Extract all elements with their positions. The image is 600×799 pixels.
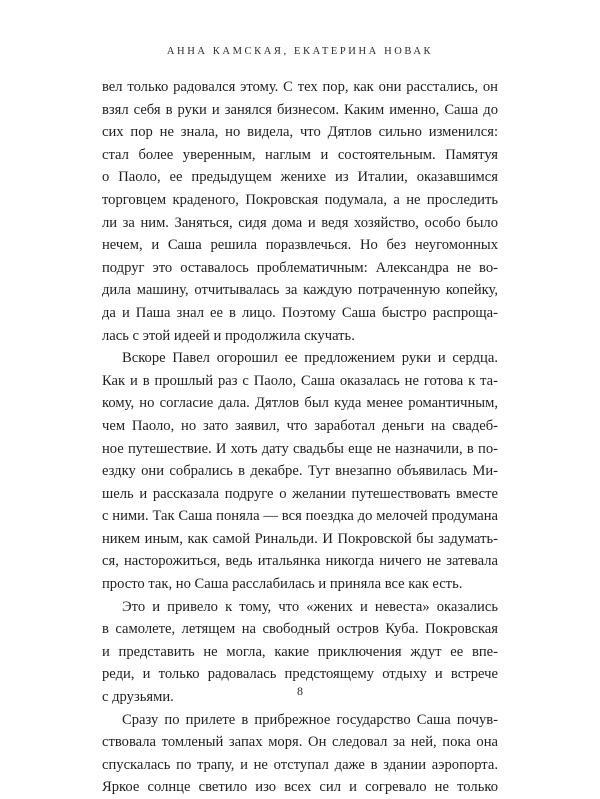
text-line: нечем, и Саша решила поразвлечься. Но без неугомонных [102, 237, 498, 254]
text-line: просто так, но Саша расслабилась и приняла все как есть. [102, 576, 463, 593]
page-number: 8 [297, 684, 303, 698]
text-line: ное путешествие. И хоть дату свадьбы еще не назначили, в по- [102, 440, 498, 457]
text-line: Как и в прошлый раз с Паоло, Саша оказалась не готова к та- [102, 372, 498, 389]
text-line: ли за ним. Заняться, сидя дома и ведя хозяйство, особо было [102, 214, 498, 231]
text-line: Это и привело к тому, что «жених и невеста» оказались [122, 598, 498, 615]
text-line: в самолете, летящем на свободный остров Куба. Покровская [102, 621, 498, 638]
text-line: сих пор не знала, но видела, что Дятлов сильно изменился: [102, 124, 498, 141]
text-line: ездку они собрались в декабре. Тут внезапно объявилась Ми- [102, 463, 498, 480]
text-line: спускалась по трапу, и не отступал даже в здании аэропорта. [102, 756, 498, 773]
text-line: реди, и только радовалась предстоящему отдыху и встрече [102, 666, 498, 683]
text-line: дила машину, отчитывалась за каждую потраченную копейку, [102, 282, 498, 299]
text-line: Вскоре Павел огорошил ее предложением руки и сердца. [122, 350, 498, 367]
text-line: и представить не могла, какие приключения ждут ее впе- [102, 643, 498, 660]
text-line: лась с этой идеей и продолжила скучать. [102, 327, 355, 344]
text-line: кому, но согласие дала. Дятлов был куда менее романтичным, [102, 395, 498, 412]
text-line: взял себя в руки и занялся бизнесом. Каким именно, Саша до [102, 101, 498, 118]
running-header: АННА КАМСКАЯ, ЕКАТЕРИНА НОВАК [166, 46, 434, 57]
text-line: ствовала томленый запах моря. Он следовал за ней, пока она [102, 734, 498, 751]
text-line: да и Паша знал ее в лицо. Поэтому Саша быстро распроща- [102, 304, 498, 321]
text-line: чем Паоло, но зато заявил, что заработал деньги на свадеб- [102, 417, 498, 434]
text-line: Сразу по прилете в прибрежное государство Саша почув- [122, 711, 498, 728]
text-line: о Паоло, ее предыдущем женихе из Италии, оказавшимся [102, 169, 498, 186]
text-line: торговцем краденого, Покровская подумала, а не проследить [102, 191, 498, 208]
text-line: ся, насторожиться, ведь итальянка никогда ничего не затевала [102, 553, 498, 570]
text-line: подруг это оставалось проблематичным: Александра не во- [102, 259, 498, 276]
text-line: никем иным, как самой Ринальди. И Покровской бы задумать- [102, 530, 498, 547]
text-line: с ними. Так Саша поняла — вся поездка до мелочей продумана [102, 508, 498, 525]
text-line: с друзьями. [102, 689, 174, 706]
text-line: Яркое солнце светило изо всех сил и согревало не только [102, 779, 498, 796]
text-line: шель и рассказала подруге о желании путешествовать вместе [102, 485, 498, 502]
text-line: вел только радовался этому. С тех пор, как они расстались, он [102, 79, 498, 95]
text-line: стал более уверенным, наглым и состоятельным. Памятуя [102, 146, 498, 163]
